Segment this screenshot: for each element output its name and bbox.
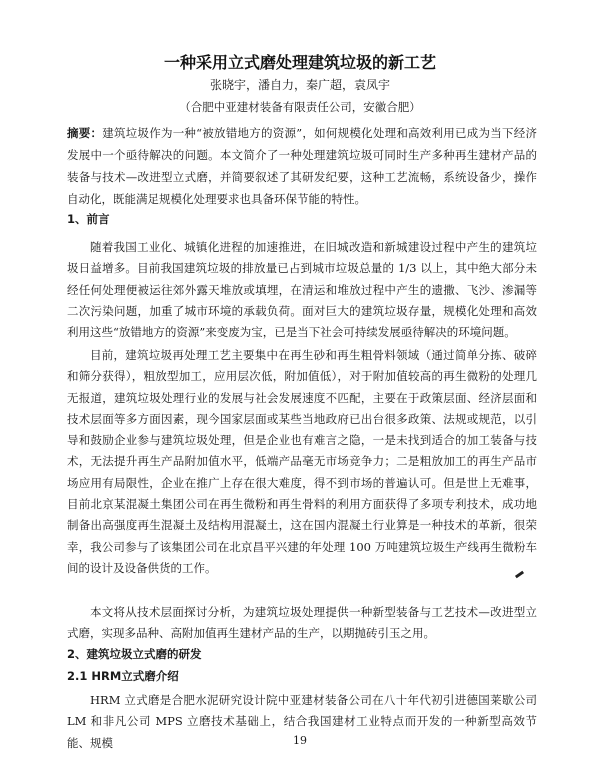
intro-paragraph-3: 本文将从技术层面探讨分析，为建筑垃圾处理提供一种新型装备与工艺技术—改进型立式磨，实现多品种、高附加值再生建材产品的生产，以期抛砖引玉之用。 (67, 605, 537, 641)
section-1-heading: 1、前言 (67, 212, 110, 226)
paper-title: 一种采用立式磨处理建筑垃圾的新工艺 (163, 53, 436, 72)
section-2-heading: 2、建筑垃圾立式磨的研发 (67, 647, 202, 661)
section-2-1-paragraph: HRM 立式磨是合肥水泥研究设计院中亚建材装备公司在八十年代初引进德国莱歇公司 LM 和非凡公司 MPS 立磨技术基础上，结合我国建材工业特点而开发的一种新型高效节能、规模 (67, 693, 537, 750)
abstract-text: 建筑垃圾作为一种“被放错地方的资源”，如何规模化处理和高效利用已成为当下经济发展中一个亟待解决的问题。本文简介了一种处理建筑垃圾可同时生产多种再生建材产品的装备与技术—改进型立式磨，并简要叙述了其研发纪要，这种工艺流畅，系统设备少，操作自动化，既能满足规模化处理要求也具备环保节能的特性。 (67, 126, 537, 206)
intro-paragraph-1: 随着我国工业化、城镇化进程的加速推进，在旧城改造和新城建设过程中产生的建筑垃圾日益增多。目前我国建筑垃圾的排放量已占到城市垃圾总量的 1/3 以上，其中绝大部分未经任何处理便被运往郊外露天堆放或填埋，在清运和堆放过程中产生的遗撒、飞沙、渗漏等二次污染问题，加重了城市环境的承载负荷。面对巨大的建筑垃圾存量，规模化处理和高效利用这些“放错地方的资源”来变废为宝，已是当下社会可持续发展亟待解决的环境问题。 (67, 240, 537, 340)
paper-authors: 张晓宇，潘自力，秦广超，袁凤宇 (209, 78, 390, 92)
abstract-label: 摘要： (67, 126, 103, 140)
abstract (67, 122, 537, 210)
paper-affiliation: （合肥中亚建材装备有限责任公司，安徽合肥） (179, 100, 421, 114)
section-2-1-heading: 2.1 HRM立式磨介绍 (67, 669, 179, 683)
page-number: 19 (293, 734, 307, 747)
intro-paragraph-2: 目前，建筑垃圾再处理工艺主要集中在再生砂和再生粗骨料领域（通过简单分拣、破碎和筛分获得），粗放型加工，应用层次低，附加值低），对于附加值较高的再生微粉的处理几无报道，建筑垃圾处理行业的发展与社会发展速度不匹配，主要在于政策层面、经济层面和技术层面等多方面因素，现今国家层面或某些当地政府已出台很多政策、法规或规范，以引导和鼓励企业参与建筑垃圾处理，但是企业也有难言之隐，一是未找到适合的加工装备与技术，无法提升再生产品附加值水平，低端产品毫无市场竞争力；二是粗放加工的再生产品市场应用有局限性，企业在推广上存在很大难度，得不到市场的普遍认可。但是世上无难事，目前北京某混凝土集团公司在再生微粉和再生骨料的利用方面获得了多项专利技术，成功地制备出高强度再生混凝土及结构用混凝土，这在国内混凝土行业算是一种技术的革新，很荣幸，我公司参与了该集团公司在北京昌平兴建的年处理 100 万吨建筑垃圾生产线再生微粉车间的设计及设备供货的工作。 (67, 348, 537, 575)
